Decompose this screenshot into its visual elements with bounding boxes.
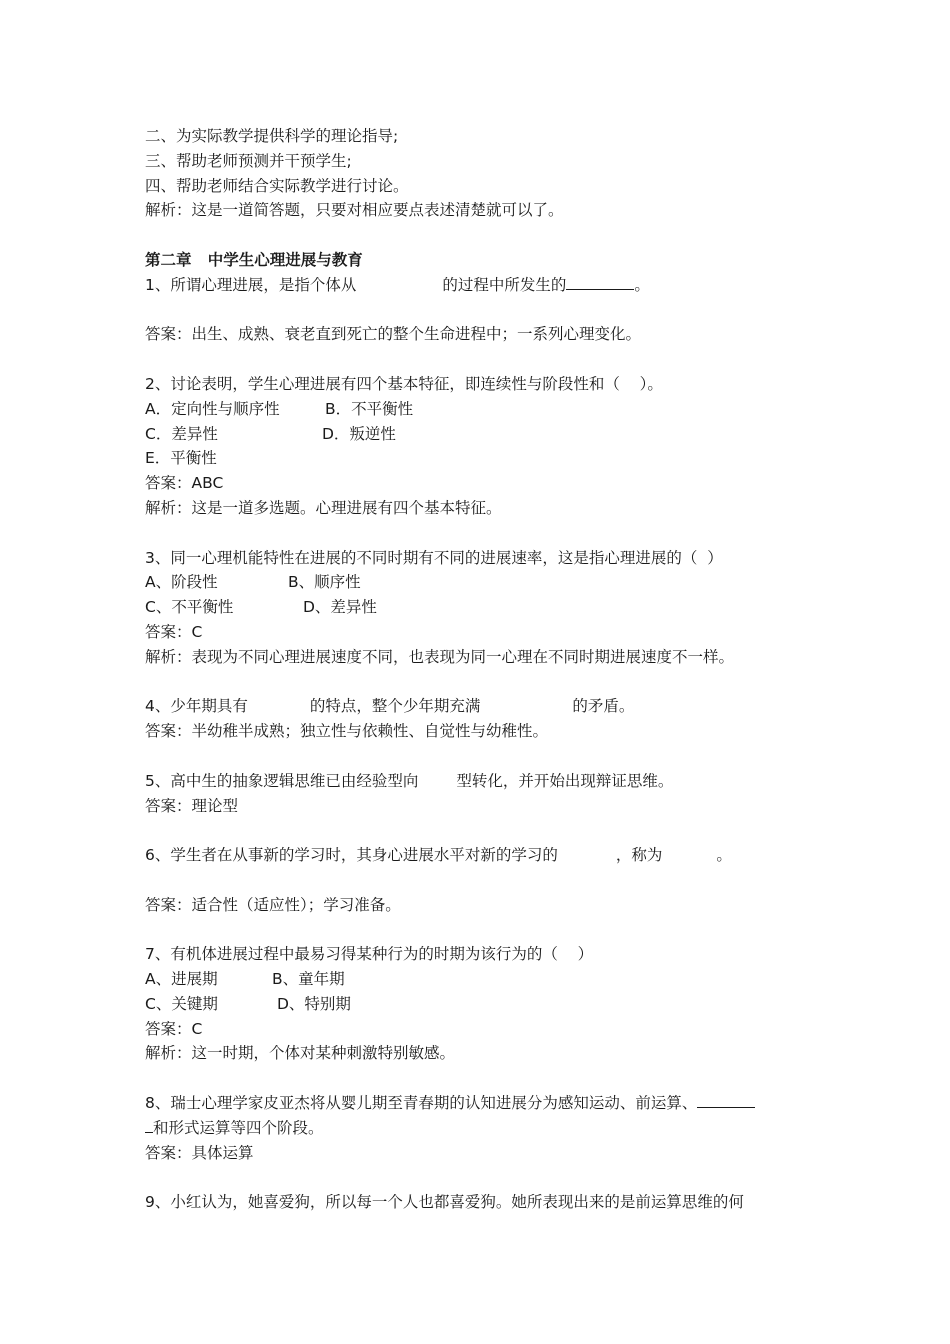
q8-stem-line2: 和形式运算等四个阶段。 <box>145 1116 825 1141</box>
q2-options-ab: A．定向性与顺序性 B．不平衡性 <box>145 399 414 418</box>
q7-analysis: 解析：这一时期，个体对某种刺激特别敏感。 <box>145 1044 456 1063</box>
q2-options-cd: C．差异性 D．叛逆性 <box>145 424 396 443</box>
q1-answer: 答案：出生、成熟、衰老直到死亡的整个生命进程中；一系列心理变化。 <box>145 325 642 344</box>
q7-options-ab: A、进展期 B、童年期 <box>145 970 345 989</box>
q7-stem: 7、有机体进展过程中最易习得某种行为的时期为该行为的（ ） <box>145 945 594 964</box>
q4-stem: 4、少年期具有 的特点，整个少年期充满 的矛盾。 <box>145 697 635 716</box>
q1-stem: 1、所谓心理进展，是指个体从 的过程中所发生的 。 <box>145 273 825 298</box>
intro-line-3: 三、帮助老师预测并干预学生; <box>145 151 352 170</box>
q6-stem: 6、学生者在从事新的学习时，其身心进展水平对新的学习的 ，称为 。 <box>145 846 732 865</box>
q8-stem-line1: 8、瑞士心理学家皮亚杰将从婴儿期至青春期的认知进展分为感知运动、前运算、 <box>145 1091 825 1116</box>
q8-blank <box>697 1091 755 1108</box>
q5-answer: 答案：理论型 <box>145 796 239 815</box>
q3-answer: 答案：C <box>145 622 203 641</box>
q3-options-cd: C、不平衡性 D、差异性 <box>145 598 377 617</box>
q1-blank <box>566 273 634 290</box>
document-page <box>145 124 825 1215</box>
q2-option-e: E．平衡性 <box>145 449 217 468</box>
q3-analysis: 解析：表现为不同心理进展速度不同，也表现为同一心理在不同时期进展速度不一样。 <box>145 647 735 666</box>
q8-answer: 答案：具体运算 <box>145 1143 254 1162</box>
q5-stem: 5、高中生的抽象逻辑思维已由经验型向 型转化，并开始出现辩证思维。 <box>145 771 674 790</box>
q2-stem: 2、讨论表明，学生心理进展有四个基本特征，即连续性与阶段性和（ ）。 <box>145 374 663 393</box>
q2-analysis: 解析：这是一道多选题。心理进展有四个基本特征。 <box>145 498 502 517</box>
q6-answer: 答案：适合性（适应性）；学习准备。 <box>145 895 401 914</box>
q7-options-cd: C、关键期 D、特别期 <box>145 994 351 1013</box>
q7-answer: 答案：C <box>145 1019 203 1038</box>
intro-analysis: 解析：这是一道简答题，只要对相应要点表述清楚就可以了。 <box>145 201 564 220</box>
intro-line-4: 四、帮助老师结合实际教学进行讨论。 <box>145 176 409 195</box>
q3-stem: 3、同一心理机能特性在进展的不同时期有不同的进展速率，这是指心理进展的（ ） <box>145 548 723 567</box>
q9-stem: 9、小红认为，她喜爱狗，所以每一个人也都喜爱狗。她所表现出来的是前运算思维的何 <box>145 1193 744 1212</box>
intro-line-2: 二、为实际教学提供科学的理论指导; <box>145 127 399 145</box>
q3-options-ab: A、阶段性 B、顺序性 <box>145 573 361 592</box>
chapter-title: 第二章 中学生心理进展与教育 <box>145 250 363 269</box>
q2-answer: 答案：ABC <box>145 474 224 493</box>
q4-answer: 答案：半幼稚半成熟；独立性与依赖性、自觉性与幼稚性。 <box>145 722 549 741</box>
